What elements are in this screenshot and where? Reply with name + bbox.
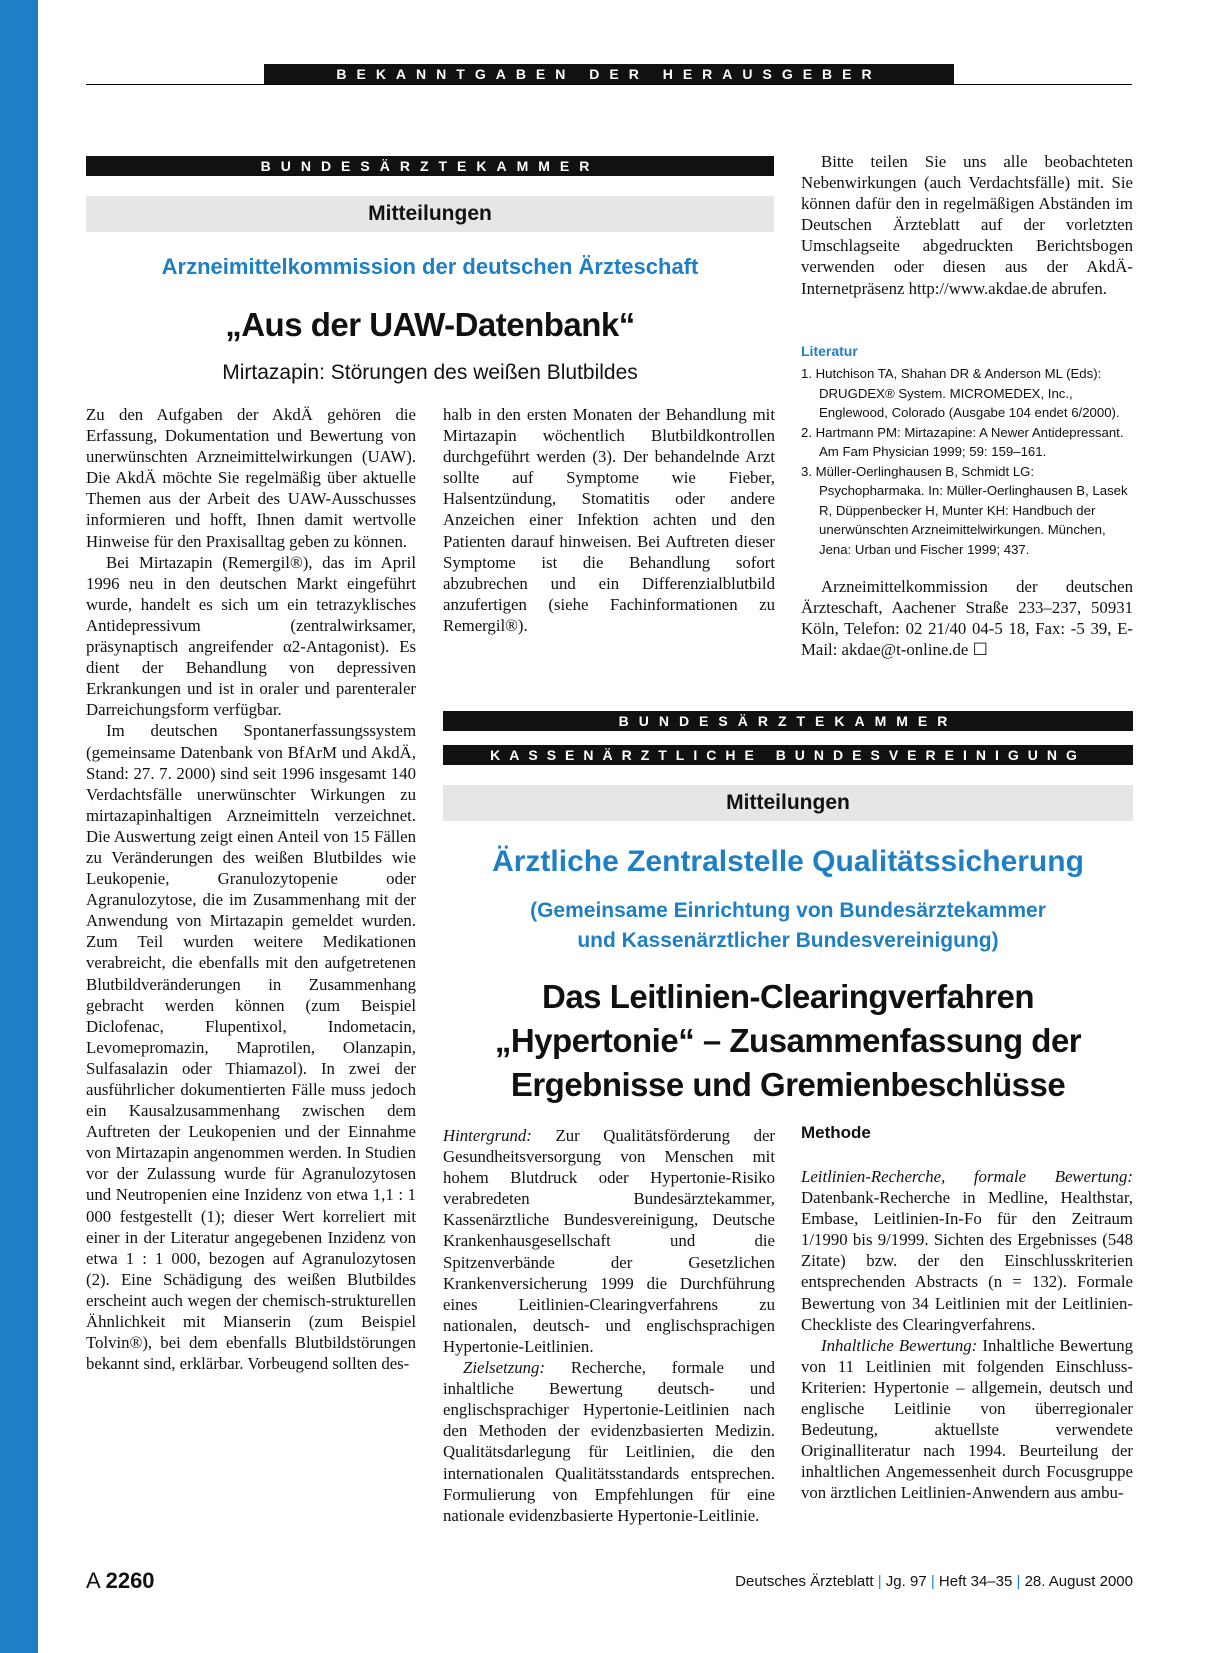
page-number xyxy=(86,1568,155,1594)
journal-date: 28. August 2000 xyxy=(1024,1573,1133,1590)
header-rule xyxy=(86,84,1132,85)
color-margin-strip xyxy=(0,0,38,1653)
section-bar-kbv: KASSENÄRZTLICHE BUNDESVEREINIGUNG xyxy=(443,745,1133,765)
run-in-label: Leitlinien-Recherche, formale Bewertung: xyxy=(801,1167,1133,1186)
title-line: Das Leitlinien-Clearingverfahren xyxy=(542,978,1034,1015)
run-in-label: Zielsetzung: xyxy=(463,1358,546,1378)
rubric-mitteilungen: Mitteilungen xyxy=(443,785,1133,821)
header-kicker: BEKANNTGABEN DER HERAUSGEBER xyxy=(264,64,954,84)
body-paragraph: Bei Mirtazapin (Remergil®), das im April 1996 neu in den deutschen Markt eingeführt wurde, handelt es sich um ein tetrazyklisches Antidepressivum (zentralwirksamer, präsynaptisch angreifender α2-Antagonist). Es dient der Behandlung von depressiven Erkrankungen und ist in oraler und parenteraler Darreichungsform verfügbar. xyxy=(86,552,416,720)
contact-block xyxy=(801,576,1133,660)
article2-org-sub xyxy=(443,896,1133,956)
article1-column-2 xyxy=(443,404,775,636)
run-in-label: Hintergrund: xyxy=(443,1126,532,1145)
article2-title xyxy=(443,975,1133,1107)
reference-list xyxy=(801,364,1133,559)
body-text: Datenbank-Recherche in Medline, Healthstar, Embase, Leitlinien-In-Fo für den Zeitraum 1/1990 bis 9/1999. Sichten des Ergebnisses (548 Zitate) bzw. der den Einschlusskriterien entsprechenden Abstracts (n = 132). Formale Bewertung von 34 Leitlinien mit der Leitlinien-Checkliste des Clearingverfahrens. xyxy=(801,1188,1133,1334)
body-paragraph: Bitte teilen Sie uns alle beobachteten Nebenwirkungen (auch Verdachtsfälle) mit. Sie können dafür den in regelmäßigen Abständen im Deutschen Ärzteblatt auf der vorletzten Umschlagseite abgedruckten Berichtsbogen verwenden oder diesen aus der AkdÄ-Internetpräsenz http://www.akdae.de abrufen. xyxy=(801,152,1133,298)
org-sub-line: und Kassenärztlicher Bundesvereinigung) xyxy=(577,929,999,952)
article1-org: Arzneimittelkommission der deutschen Ärzteschaft xyxy=(161,254,699,279)
article1-title: „Aus der UAW-Datenbank“ xyxy=(225,306,635,343)
rubric-mitteilungen: Mitteilungen xyxy=(86,196,774,232)
literature-heading: Literatur xyxy=(801,343,858,359)
reference-item: 3. Müller-Oerlinghausen B, Schmidt LG: Psychopharmaka. In: Müller-Oerlinghausen B, Lasek R, Düppenbecker H, Munter KH: Handbuch der unerwünschten Arzneimittelwirkungen. München, Jena: Urban und Fischer 1999; 437. xyxy=(801,463,1128,557)
page-prefix: A xyxy=(86,1568,100,1593)
org-sub-line: (Gemeinsame Einrichtung von Bundesärztekammer xyxy=(530,899,1046,922)
article1-column-1 xyxy=(86,404,416,1374)
section-bar-baek: BUNDESÄRZTEKAMMER xyxy=(86,156,774,176)
end-mark-icon: ☐ xyxy=(972,640,988,660)
contact-text: Arzneimittelkommission der deutschen Ärzteschaft, Aachener Straße 233–237, 50931 Köln, Telefon: 02 21/40 04-5 18, Fax: -5 39, E-Mail: akdae@t-online.de xyxy=(801,577,1133,660)
body-text: Recherche, formale und inhaltliche Bewertung deutsch- und englischsprachiger Hypertonie-Leitlinien nach den Methoden der evidenzbasierten Medizin. Qualitätsdarlegung für Leitlinien, die den internationalen Qualitätsstandards entsprechen. Formulierung von Empfehlungen für eine nationale evidenzbasierte Hypertonie-Leitlinie. xyxy=(443,1358,775,1525)
article1-subtitle: Mirtazapin: Störungen des weißen Blutbildes xyxy=(222,361,638,384)
body-paragraph: halb in den ersten Monaten der Behandlung mit Mirtazapin wöchentlich Blutbildkontrollen durchgeführt werden (3). Der behandelnde Arzt sollte auf Symptome wie Fieber, Halsentzündung, Stomatitis oder andere Anzeichen einer Infektion achten und den Patienten darauf hinweisen. Bei Auftreten dieser Symptome ist die Behandlung sofort abzubrechen und ein Differenzialblutbild anzufertigen (siehe Fachinformationen zu Remergil®). xyxy=(443,405,775,635)
section-bar-baek: BUNDESÄRZTEKAMMER xyxy=(443,711,1133,731)
article2-org: Ärztliche Zentralstelle Qualitätssicherung xyxy=(492,845,1084,878)
body-text: Zur Qualitätsförderung der Gesundheitsversorgung von Menschen mit hohem Blutdruck oder Hypertonie-Risiko verabredeten Bundesärztekammer, Kassenärztliche Bundesvereinigung, Deutsche Krankenhausgesellschaft und die Spitzenverbände der Gesetzlichen Krankenversicherung 1999 die Durchführung eines Leitlinien-Clearingverfahrens zu nationalen, deutsch- und englischsprachigen Hypertonie-Leitlinien. xyxy=(443,1126,775,1356)
article2-column-1 xyxy=(443,1125,775,1526)
page-number-value: 2260 xyxy=(105,1568,155,1593)
body-text: Inhaltliche Bewertung von 11 Leitlinien mit folgenden Einschluss-Kriterien: Hypertonie – allgemein, deutsch und englische Leitlinie von überregionaler Bedeutung, aktuellste verwendete Originalliteratur nach 1994. Beurteilung der inhaltlichen Angemessenheit durch Focusgruppe von ärztlichen Leitlinien-Anwendern aus ambu- xyxy=(801,1335,1134,1503)
article2-column-2 xyxy=(801,1166,1133,1504)
reference-item: 1. Hutchison TA, Shahan DR & Anderson ML (Eds): DRUGDEX® System. MICROMEDEX, Inc., Englewood, Colorado (Ausgabe 104 endet 6/2000). xyxy=(801,366,1120,420)
body-paragraph: Im deutschen Spontanerfassungssystem (gemeinsame Datenbank von BfArM und AkdÄ, Stand: 27. 7. 2000) sind seit 1996 insgesamt 140 Verdachtsfälle unerwünschter Wirkungen zu mirtazapinhaltigen Arzneimitteln verzeichnet. Die Auswertung zeigt einen Anteil von 15 Fällen zu Veränderungen des weißen Blutbildes wie Leukopenie, Granulozytopenie oder Agranulozytose, die im Zusammenhang mit der Anwendung von Mirtazapin gemeldet wurden. Zum Teil wurden weitere Medikationen verabreicht, die ebenfalls mit den aufgetretenen Blutbildveränderungen in Zusammenhang gebracht werden können (zum Beispiel Diclofenac, Flupentixol, Indometacin, Levomepromazin, Maprotilen, Olanzapin, Sulfasalazin oder Thiamazol). In zwei der ausführlicher dokumentierten Fälle muss jedoch ein Kausalzusammenhang zwischen dem Auftreten der Leukopenien und der Einnahme von Mirtazapin angenommen werden. In Studien vor der Zulassung wurde für Agranulozytosen und Neutropenien eine Inzidenz von etwa 1,1 : 1 000 festgestellt (1); dieser Wert korreliert mit einer in der Literatur angegebenen Inzidenz von etwa 1 : 1 000, bezogen auf Agranulozytosen (2). Eine Schädigung des weißen Blutbildes erscheint auch wegen der chemisch-strukturellen Ähnlichkeit mit Mianserin (zum Beispiel Tolvin®), bei dem ebenfalls Blutbildstörungen bekannt sind, erklärbar. Vorbeugend sollten des- xyxy=(86,721,416,1374)
run-in-label: Inhaltliche Bewertung: xyxy=(821,1335,978,1355)
journal-issue: Heft 34–35 xyxy=(938,1573,1013,1590)
methode-heading: Methode xyxy=(801,1123,871,1142)
article1-column-3 xyxy=(801,151,1133,299)
journal-volume: Jg. 97 xyxy=(885,1573,927,1590)
journal-name: Deutsches Ärzteblatt xyxy=(735,1573,874,1590)
reference-item: 2. Hartmann PM: Mirtazapine: A Newer Antidepressant. Am Fam Physician 1999; 59: 159–161. xyxy=(801,424,1124,459)
title-line: „Hypertonie“ – Zusammenfassung der xyxy=(494,1022,1082,1059)
body-paragraph: Zu den Aufgaben der AkdÄ gehören die Erfassung, Dokumentation und Bewertung von unerwünschten Arzneimittelwirkungen (UAW). Die AkdÄ möchte Sie regelmäßig über aktuelle Themen aus der Arbeit des UAW-Ausschusses informieren und hofft, Ihnen damit wertvolle Hinweise für den Praxisalltag geben zu können. xyxy=(86,405,416,551)
title-line: Ergebnisse und Gremienbeschlüsse xyxy=(510,1066,1066,1103)
journal-info: Deutsches Ärzteblatt | Jg. 97 | Heft 34–35 | 28. August 2000 xyxy=(735,1573,1133,1590)
